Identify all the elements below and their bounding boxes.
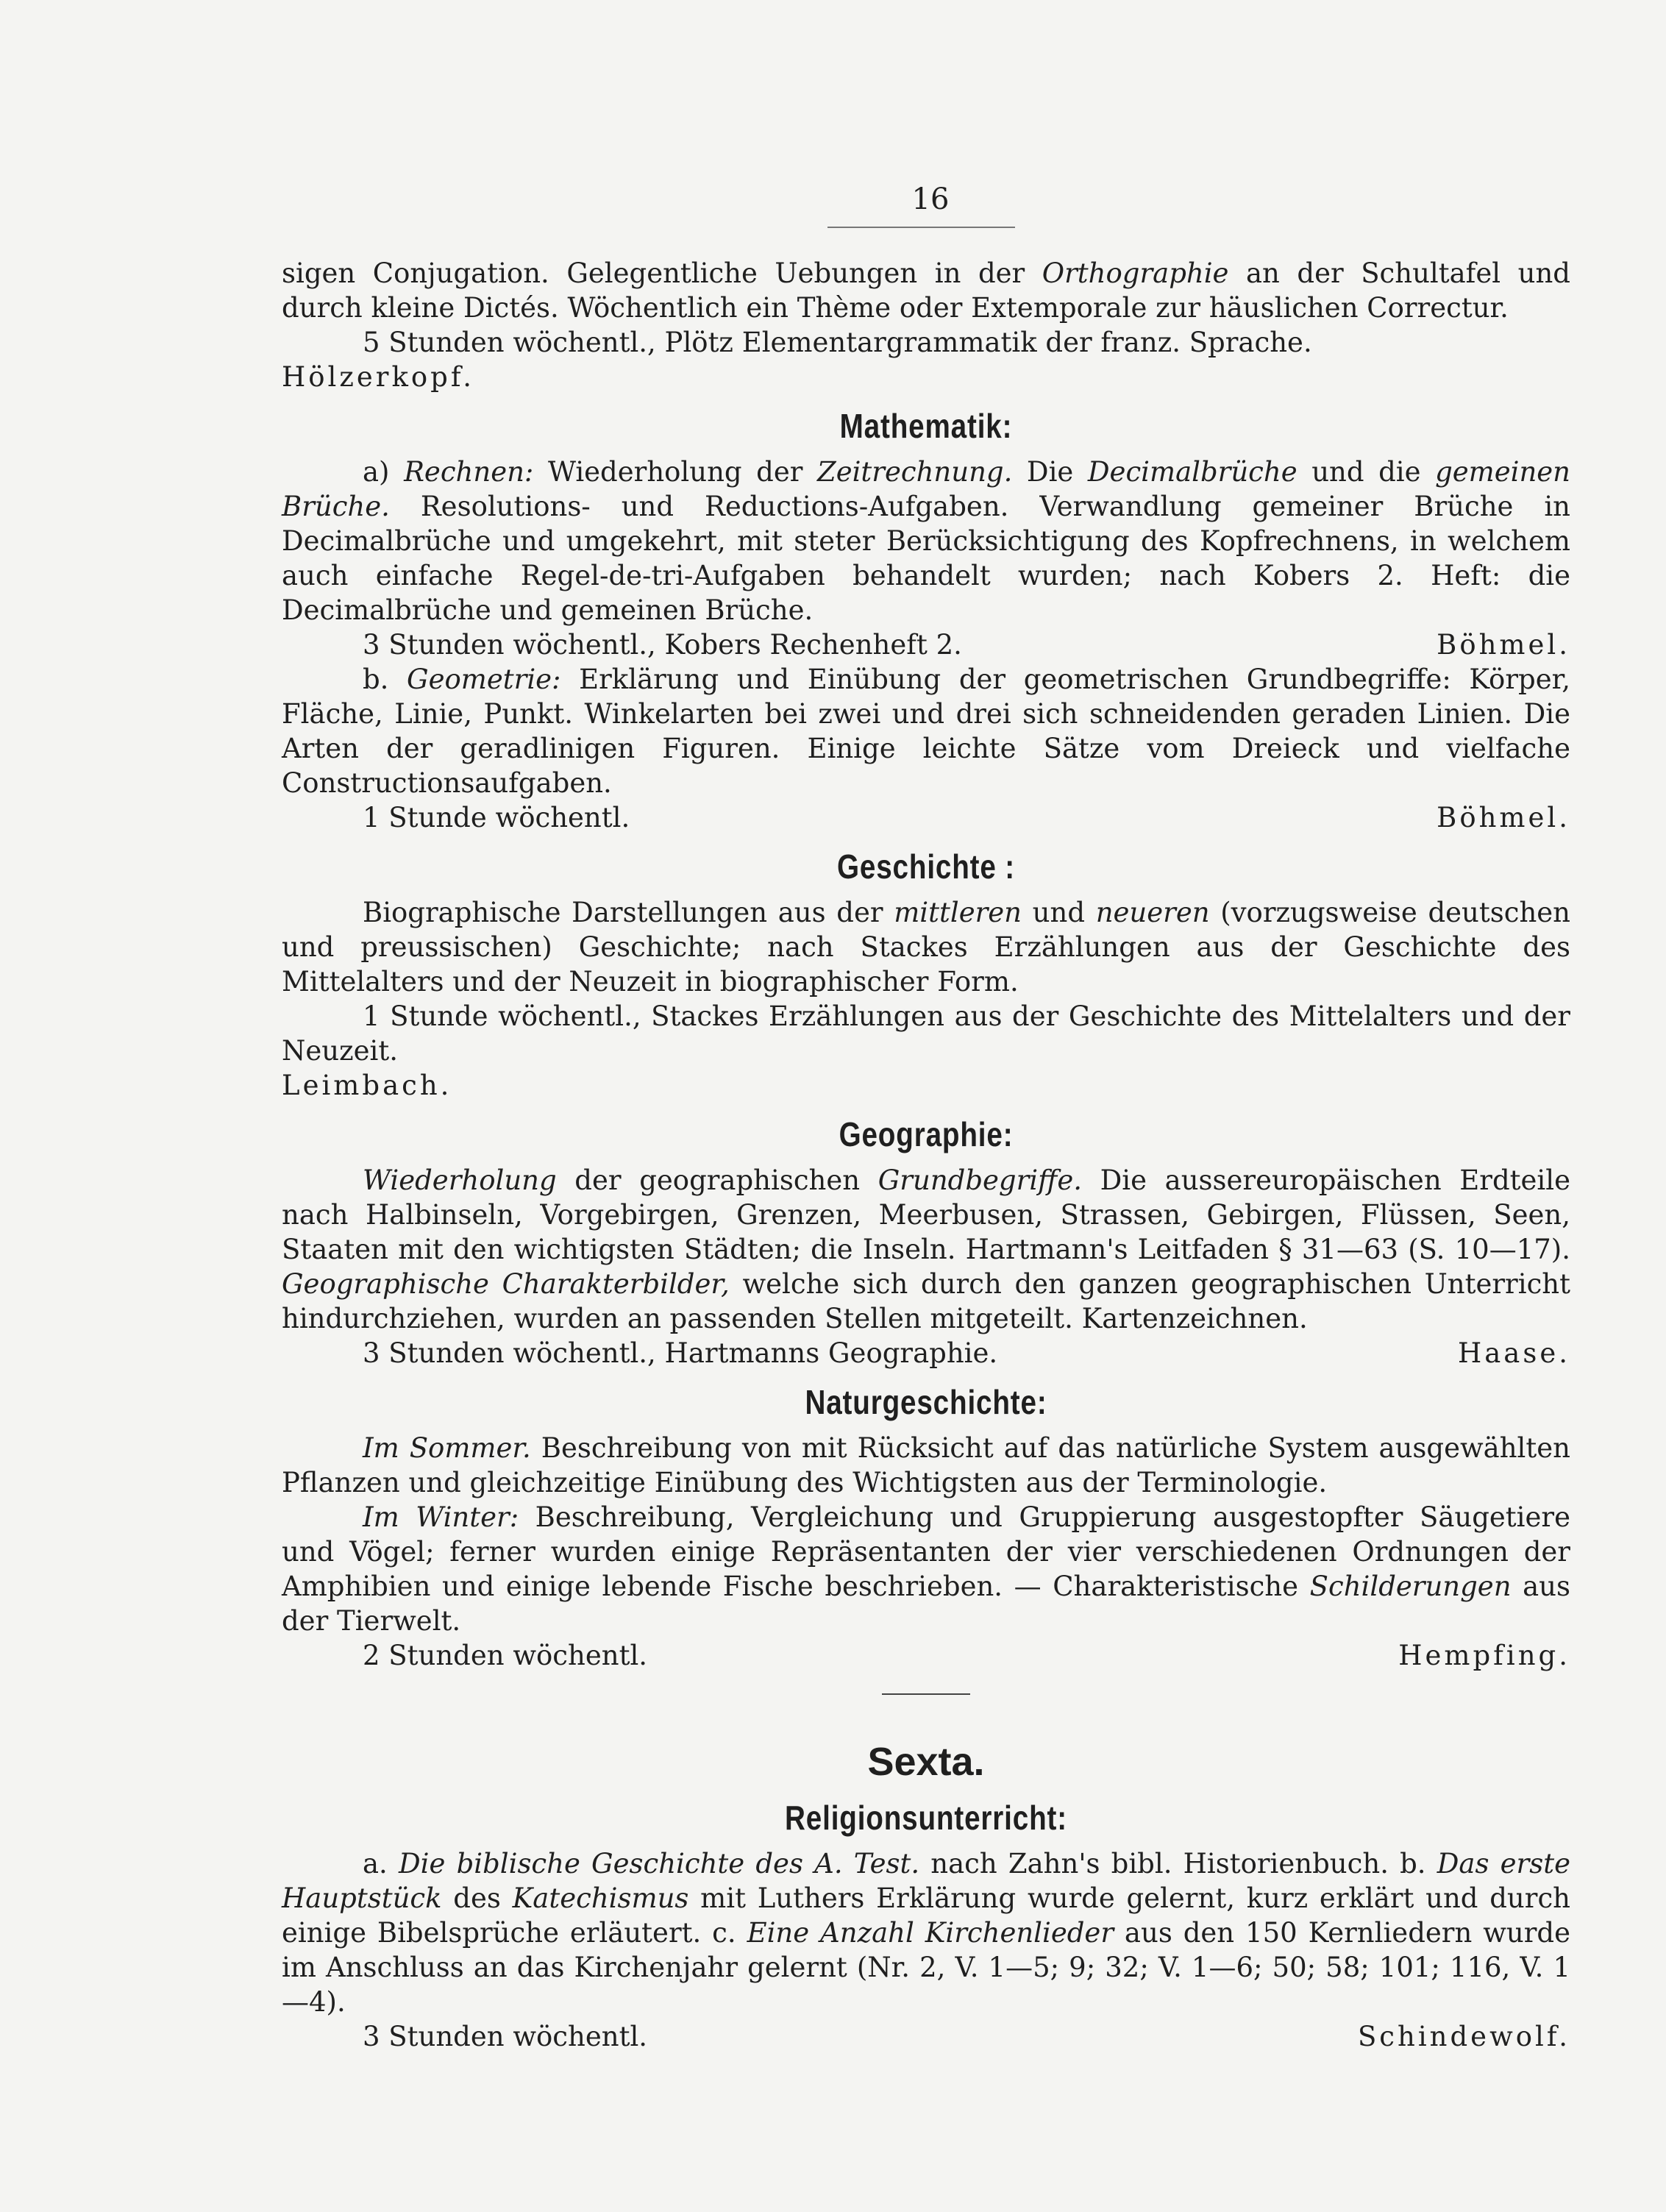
geographie-hours: 3 Stunden wöchentl., Hartmanns Geographie. Haase.: [363, 1337, 1570, 1369]
math-a-paragraph: a) Rechnen: Wiederholung der Zeitrechnung. Die Decimalbrüche und die gemeinen Brüche. Resolutions- und Reductions-Aufgaben. Verwandlung gemeiner Brüche in Decimalbrüche und umgekehrt, mit steter Berücksichtigung des Kopfrechnens, in welchem auch einfache Regel-de-tri-Aufgaben behandelt wurden; nach Kobers 2. Heft: die Decimalbrüche und gemeinen Brüche.: [282, 456, 1571, 626]
religion-paragraph: a. Die biblische Geschichte des A. Test. nach Zahn's bibl. Historienbuch. b. Das erste Hauptstück des Katechismus mit Luthers Erklärung wurde gelernt, kurz erklärt und durch einige Bibelsprüche erläutert. c. Eine Anzahl Kirchenlieder aus den 150 Kernliedern wurde im Anschluss an das Kirchenjahr gelernt (Nr. 2, V. 1—5; 9; 32; V. 1—6; 50; 58; 101; 116, V. 1—4).: [282, 1848, 1570, 2018]
math-a-hours: 3 Stunden wöchentl., Kobers Rechenheft 2. Böhmel.: [363, 629, 1570, 661]
header-rule: [827, 227, 1015, 228]
french-paragraph: sigen Conjugation. Gelegentliche Uebungen in der Orthographie an der Schultafel und durch kleine Dictés. Wöchentlich ein Thème oder Extemporale zur häuslichen Correctur.: [282, 257, 1570, 324]
religion-teacher: Schindewolf.: [1357, 2021, 1570, 2052]
religion-hours: 3 Stunden wöchentl. Schindewolf.: [363, 2021, 1570, 2052]
math-a-teacher: Böhmel.: [1437, 629, 1570, 661]
heading-geschichte: Geschichte :: [837, 847, 1015, 886]
natur-teacher: Hempfing.: [1398, 1640, 1570, 1671]
math-b-teacher: Böhmel.: [1437, 802, 1570, 833]
heading-mathematik: Mathematik:: [839, 407, 1013, 445]
heading-sexta: Sexta.: [867, 1740, 985, 1784]
french-teacher: Hölzerkopf.: [282, 361, 474, 393]
heading-geographie: Geographie:: [839, 1115, 1014, 1153]
geographie-paragraph: Wiederholung der geographischen Grundbegriffe. Die aussereuropäischen Erdteile nach Halbinseln, Vorgebirgen, Grenzen, Meerbusen, Strassen, Gebirgen, Flüssen, Seen, Staaten mit den wichtigsten Städten; die Inseln. Hartmann's Leitfaden § 31—63 (S. 10—17). Geographische Charakterbilder, welche sich durch den ganzen geographischen Unterricht hindurchziehen, wurden an passenden Stellen mitgeteilt. Kartenzeichnen.: [282, 1164, 1570, 1334]
geschichte-paragraph: Biographische Darstellungen aus der mittleren und neueren (vorzugsweise deutschen und preussischen) Geschichte; nach Stackes Erzählungen aus der Geschichte des Mittelalters und der Neuzeit in biographischer Form.: [282, 897, 1571, 997]
page-number: 16: [911, 182, 950, 216]
natur-hours: 2 Stunden wöchentl. Hempfing.: [363, 1640, 1570, 1671]
french-hours: 5 Stunden wöchentl., Plötz Elementargrammatik der franz. Sprache.: [363, 327, 1312, 358]
natur-sommer-paragraph: Im Sommer. Beschreibung von mit Rücksicht auf das natürliche System ausgewählten Pflanzen und gleichzeitige Einübung des Wichtigsten aus der Terminologie.: [282, 1432, 1570, 1498]
geschichte-hours: 1 Stunde wöchentl., Stackes Erzählungen aus der Geschichte des Mittelalters und der Neuzeit.: [282, 1000, 1570, 1067]
body-text: [282, 256, 1570, 2054]
heading-religionsunterricht: Religionsunterricht:: [785, 1799, 1067, 1837]
section-separator: [882, 1693, 970, 1695]
math-b-paragraph: b. Geometrie: Erklärung und Einübung der geometrischen Grundbegriffe: Körper, Fläche, Linie, Punkt. Winkelarten bei zwei und drei sich schneidenden geraden Linien. Die Arten der geradlinigen Figuren. Einige leichte Sätze vom Dreieck und vielfache Constructionsaufgaben.: [282, 664, 1570, 799]
math-b-hours: 1 Stunde wöchentl. Böhmel.: [363, 802, 1570, 833]
geschichte-teacher: Leimbach.: [282, 1070, 452, 1101]
heading-naturgeschichte: Naturgeschichte:: [805, 1383, 1047, 1421]
geographie-teacher: Haase.: [1457, 1337, 1570, 1369]
natur-winter-paragraph: Im Winter: Beschreibung, Vergleichung und Gruppierung ausgestopfter Säugetiere und Vögel; ferner wurden einige Repräsentanten der vier verschiedenen Ordnungen der Amphibien und einige lebende Fische beschrieben. — Charakteristische Schilderungen aus der Tierwelt.: [282, 1501, 1571, 1637]
